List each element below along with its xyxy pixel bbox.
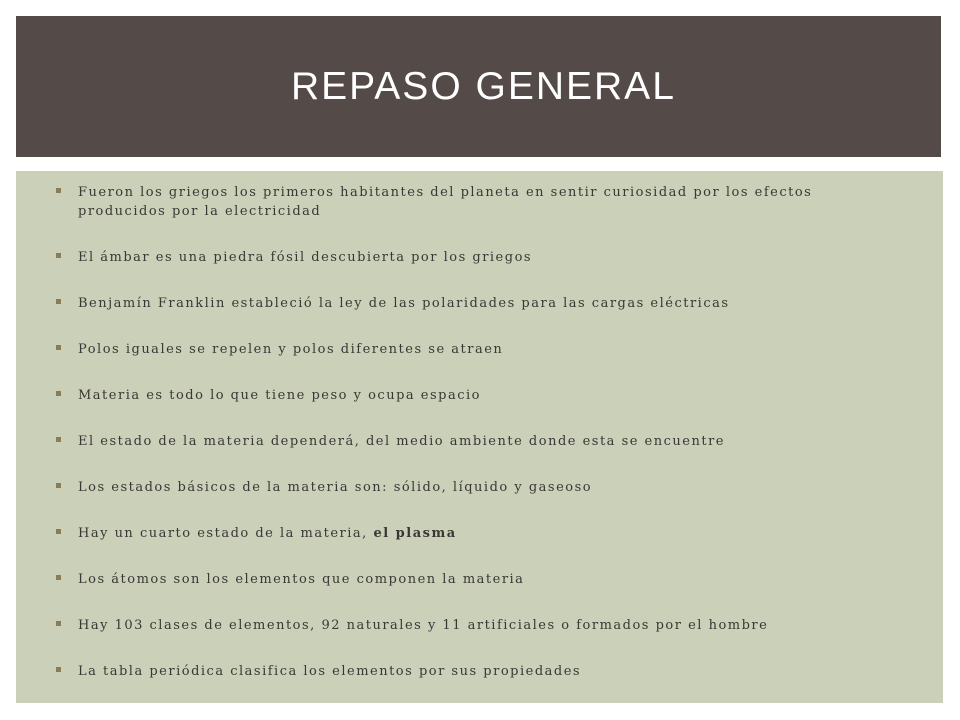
bullet-text: Hay 103 clases de elementos, 92 naturales y 11 artificiales o formados por el hombre bbox=[78, 618, 769, 633]
bullet-text: Los átomos son los elementos que componen la materia bbox=[78, 572, 525, 587]
square-bullet-icon bbox=[56, 667, 61, 672]
list-item bbox=[56, 294, 906, 313]
square-bullet-icon bbox=[56, 529, 61, 534]
bullet-text: El ámbar es una piedra fósil descubierta por los griegos bbox=[78, 250, 533, 265]
list-item bbox=[56, 616, 906, 635]
square-bullet-icon bbox=[56, 483, 61, 488]
square-bullet-icon bbox=[56, 299, 61, 304]
square-bullet-icon bbox=[56, 345, 61, 350]
list-item bbox=[56, 478, 906, 497]
list-item bbox=[56, 524, 906, 543]
bullet-text: Hay un cuarto estado de la materia, bbox=[78, 526, 374, 541]
square-bullet-icon bbox=[56, 437, 61, 442]
bullet-text: Fueron los griegos los primeros habitantes del planeta en sentir curiosidad por los efectos producidos por la electricidad bbox=[78, 185, 813, 219]
list-item bbox=[56, 248, 906, 267]
square-bullet-icon bbox=[56, 575, 61, 580]
list-item bbox=[56, 662, 906, 681]
bullet-text: El estado de la materia dependerá, del medio ambiente donde esta se encuentre bbox=[78, 434, 725, 449]
list-item bbox=[56, 432, 906, 451]
square-bullet-icon bbox=[56, 391, 61, 396]
bullet-text: Los estados básicos de la materia son: sólido, líquido y gaseoso bbox=[78, 480, 593, 495]
slide-title: REPASO GENERAL bbox=[291, 65, 676, 108]
bullet-text: Benjamín Franklin estableció la ley de las polaridades para las cargas eléctricas bbox=[78, 296, 730, 311]
square-bullet-icon bbox=[56, 188, 61, 193]
bullet-text: La tabla periódica clasifica los elementos por sus propiedades bbox=[78, 664, 582, 679]
title-bar bbox=[16, 16, 941, 157]
list-item bbox=[56, 386, 906, 405]
bullet-text: Materia es todo lo que tiene peso y ocupa espacio bbox=[78, 388, 481, 403]
bullet-list bbox=[56, 183, 906, 708]
square-bullet-icon bbox=[56, 621, 61, 626]
list-item bbox=[56, 570, 906, 589]
content-panel bbox=[16, 171, 943, 703]
bullet-bold-text: el plasma bbox=[373, 526, 457, 541]
bullet-text: Polos iguales se repelen y polos diferentes se atraen bbox=[78, 342, 504, 357]
list-item bbox=[56, 340, 906, 359]
square-bullet-icon bbox=[56, 253, 61, 258]
list-item bbox=[56, 183, 906, 221]
